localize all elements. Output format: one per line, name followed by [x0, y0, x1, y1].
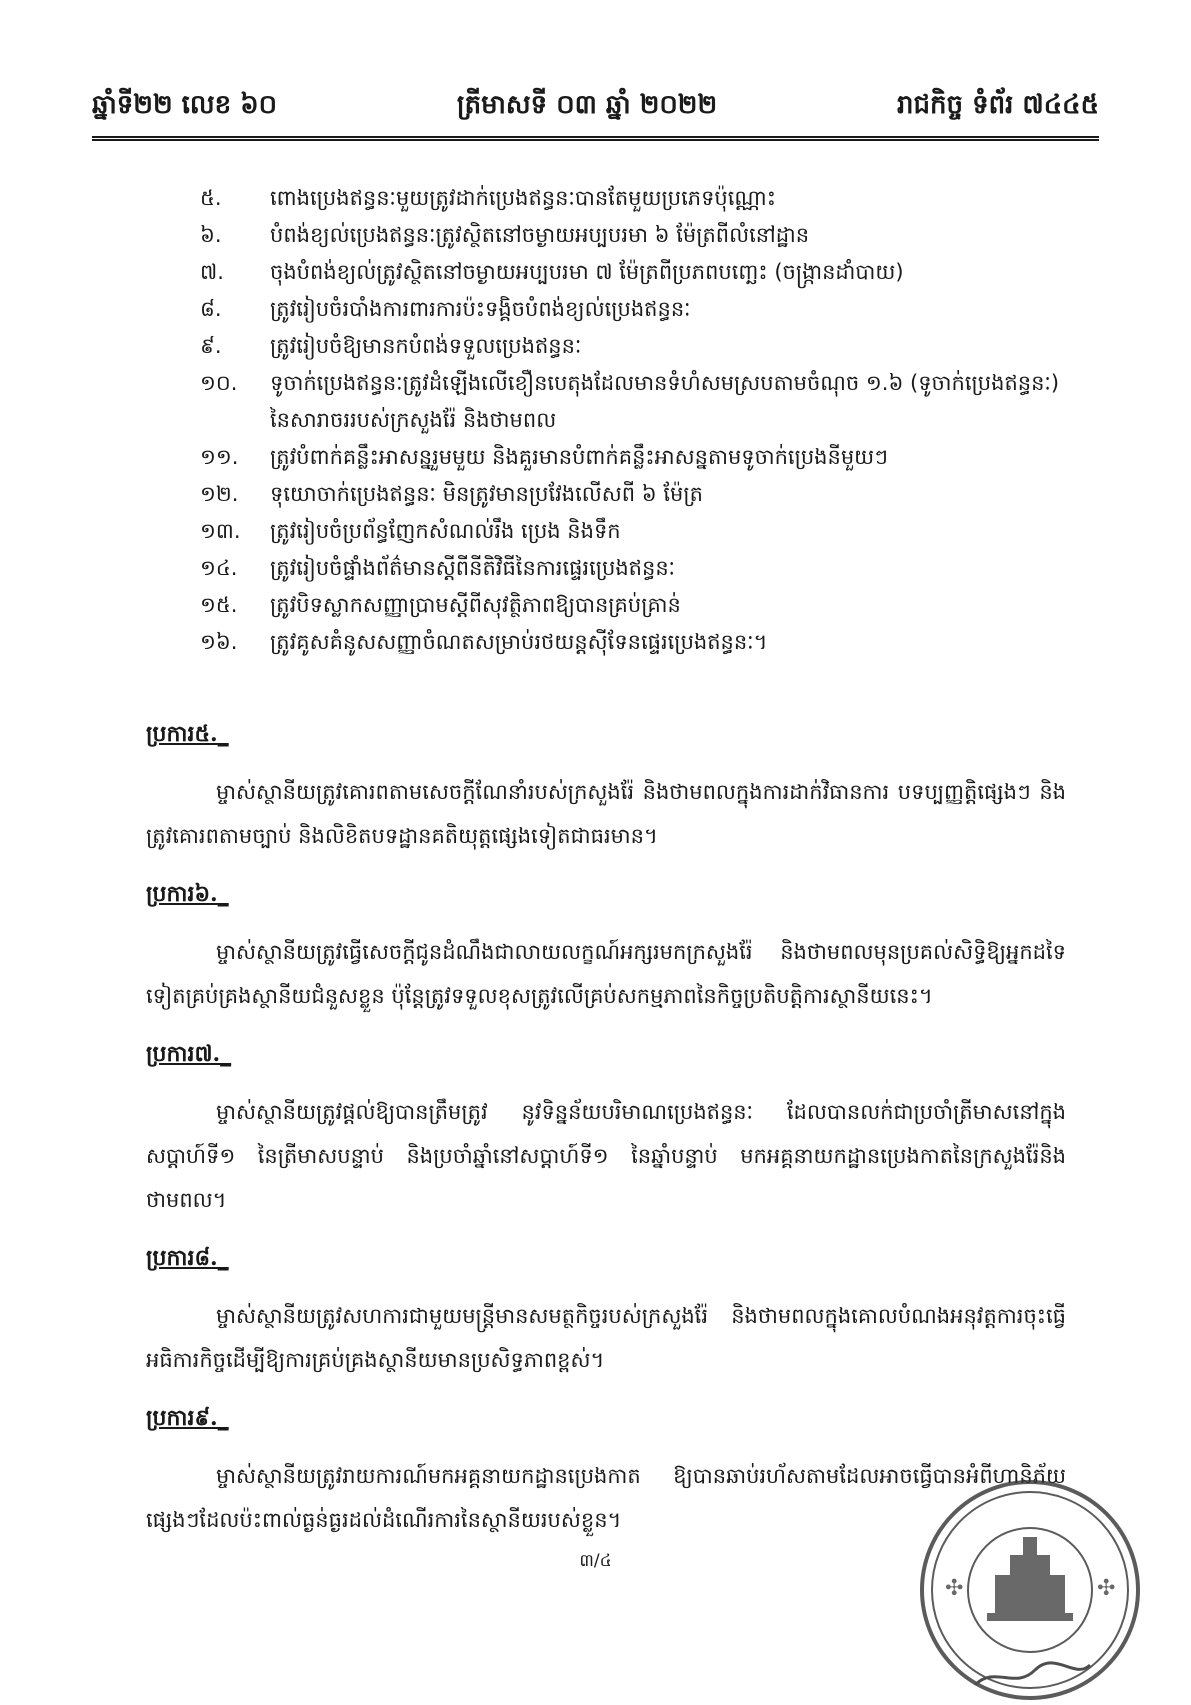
list-item-text: បំពង់ខ្យល់ប្រេងឥន្ធនៈត្រូវស្ថិតនៅចម្ងាយអប្បបរមា ៦ ម៉ែត្រពីលំនៅដ្ឋាន	[270, 223, 810, 247]
article-text: ម្ចាស់ស្ថានីយត្រូវរាយការណ៍មកអគ្គនាយកដ្ឋានប្រេងកាត ឱ្យបានឆាប់រហ័សតាមដែលអាចធ្វើបានអំពីហានិភ័យផ្សេងៗដែលប៉ះពាល់ធ្ងន់ធ្ងរដល់ដំណើរការនៃស្ថានីយរបស់ខ្លួន។	[146, 1464, 1066, 1532]
article-title: ប្រការ៧._	[146, 1041, 232, 1067]
list-item	[200, 513, 1080, 550]
list-item-number: ១៤.	[200, 556, 238, 580]
list-item	[200, 217, 1080, 254]
list-item	[200, 291, 1080, 328]
svg-text:✣: ✣	[1097, 1576, 1116, 1601]
article	[146, 1040, 1066, 1222]
list-item-number: ១៦.	[200, 630, 238, 654]
list-item-number: ៩.	[200, 334, 222, 358]
list-item	[200, 476, 1080, 513]
header-page-ref: រាជកិច្ច ទំព័រ ៧៤៤៥	[897, 90, 1099, 120]
official-seal-stamp	[915, 1475, 1145, 1705]
list-item-number: ៦.	[200, 223, 222, 247]
list-item-text: ទុយោចាក់ប្រេងឥន្ធនៈ មិនត្រូវមានប្រវែងលើសពី ៦ ម៉ែត្រ	[270, 482, 703, 506]
article-text: ម្ចាស់ស្ថានីយត្រូវផ្ដល់ឱ្យបានត្រឹមត្រូវ នូវទិន្នន័យបរិមាណប្រេងឥន្ធនៈ ដែលបានលក់ជាប្រចាំត្រីមាសនៅក្នុងសប្ដាហ៍ទី១ នៃត្រីមាសបន្ទាប់ និងប្រចាំឆ្នាំនៅសប្ដាហ៍ទី១ នៃឆ្នាំបន្ទាប់ មកអគ្គនាយកដ្ឋានប្រេងកាតនៃក្រសួងរ៉ែនិងថាមពល។	[146, 1100, 1066, 1212]
list-item-text: ត្រូវរៀបចំឱ្យមានកបំពង់ទទួលប្រេងឥន្ធនៈ	[270, 334, 582, 358]
list-item-number: ៨.	[200, 297, 222, 321]
header-quarter: ត្រីមាសទី ០៣ ឆ្នាំ ២០២២	[456, 90, 718, 120]
list-item-number: ១៣.	[200, 519, 241, 543]
article-text: ម្ចាស់ស្ថានីយត្រូវគោរពតាមសេចក្ដីណែនាំរបស់ក្រសួងរ៉ែ និងថាមពលក្នុងការដាក់វិធានការ បទប្បញ្ញត្តិផ្សេងៗ និងត្រូវគោរពតាមច្បាប់ និងលិខិតបទដ្ឋានគតិយុត្តផ្សេងទៀតជាធរមាន។	[146, 780, 1066, 848]
article-title: ប្រការ៥._	[146, 721, 229, 747]
list-item-number: ១១.	[200, 445, 239, 469]
article-text: ម្ចាស់ស្ថានីយត្រូវសហការជាមួយមន្ត្រីមានសមត្ថកិច្ចរបស់ក្រសួងរ៉ែ និងថាមពលក្នុងគោលបំណងអនុវត្តការចុះធ្វើអធិការកិច្ចដើម្បីឱ្យការគ្រប់គ្រងស្ថានីយមានប្រសិទ្ធភាពខ្ពស់។	[146, 1304, 1066, 1372]
list-item-number: ៧.	[200, 260, 224, 284]
list-item-text: ចុងបំពង់ខ្យល់ត្រូវស្ថិតនៅចម្ងាយអប្បបរមា ៧ ម៉ែត្រពីប្រភពបញ្ឆេះ (ចង្ក្រានដាំបាយ)	[270, 260, 904, 284]
list-item-text: ត្រូវបិទស្លាកសញ្ញាប្រាមស្ដីពីសុវត្ថិភាពឱ្យបានគ្រប់គ្រាន់	[270, 593, 681, 617]
header-year-issue: ឆ្នាំទី២២ លេខ ៦០	[92, 90, 278, 120]
svg-text:✣: ✣	[945, 1576, 964, 1601]
list-item-text: ត្រូវរៀបចំរបាំងការពារការប៉ះទង្គិចបំពង់ខ្យល់ប្រេងឥន្ធនៈ	[270, 297, 691, 321]
list-item	[200, 439, 1080, 476]
list-item-number: ៥.	[200, 186, 222, 210]
list-item-number: ១៥.	[200, 593, 238, 617]
list-item	[200, 365, 1080, 439]
list-item-text: ត្រូវរៀបចំផ្ទាំងព័ត៌មានស្ដីពីនីតិវិធីនៃការផ្ទេរប្រេងឥន្ធនៈ	[270, 556, 676, 580]
list-item-text: ត្រូវគូសគំនូសសញ្ញាចំណតសម្រាប់រថយន្តស៊ីទែនផ្ទេរប្រេងឥន្ធនៈ។	[270, 630, 768, 654]
list-item	[200, 624, 1080, 661]
list-item-text: ទូចាក់ប្រេងឥន្ធនៈត្រូវដំឡើងលើខឿនបេតុងដែលមានទំហំសមស្របតាមចំណុច ១.៦ (ទូចាក់ប្រេងឥន្ធនៈ) នៃសារាចររបស់ក្រសួងរ៉ែ និងថាមពល	[270, 371, 1060, 432]
article	[146, 880, 1066, 1018]
gazette-header	[92, 88, 1099, 141]
page-number: ៣/៤	[579, 1551, 612, 1571]
list-item	[200, 254, 1080, 291]
article-title: ប្រការ៦._	[146, 881, 229, 907]
list-item	[200, 550, 1080, 587]
list-item-text: ពោងប្រេងឥន្ធនៈមួយត្រូវដាក់ប្រេងឥន្ធនៈបានតែមួយប្រភេទប៉ុណ្ណោះ	[270, 186, 776, 210]
articles-section	[146, 720, 1066, 1564]
list-item	[200, 587, 1080, 624]
requirements-list	[200, 180, 1080, 661]
list-item-number: ១២.	[200, 482, 239, 506]
list-item	[200, 180, 1080, 217]
article-text: ម្ចាស់ស្ថានីយត្រូវធ្វើសេចក្ដីជូនដំណឹងជាលាយលក្ខណ៍អក្សរមកក្រសួងរ៉ែ និងថាមពលមុនប្រគល់សិទ្ធិឱ្យអ្នកដទៃទៀតគ្រប់គ្រងស្ថានីយជំនួសខ្លួន ប៉ុន្តែត្រូវទទួលខុសត្រូវលើគ្រប់សកម្មភាពនៃកិច្ចប្រតិបត្តិការស្ថានីយនេះ។	[146, 940, 1066, 1008]
list-item-text: ត្រូវបំពាក់គន្លឹះអាសន្នរួមមួយ និងគួរមានបំពាក់គន្លឹះអាសន្នតាមទូចាក់ប្រេងនីមួយៗ	[270, 445, 889, 469]
list-item-text: ត្រូវរៀបចំប្រព័ន្ធញែកសំណល់រឹង ប្រេង និងទឹក	[270, 519, 621, 543]
article	[146, 720, 1066, 858]
article-title: ប្រការ៨._	[146, 1245, 229, 1271]
article	[146, 1244, 1066, 1382]
list-item	[200, 328, 1080, 365]
article-title: ប្រការ៩._	[146, 1405, 229, 1431]
list-item-number: ១០.	[200, 371, 238, 395]
